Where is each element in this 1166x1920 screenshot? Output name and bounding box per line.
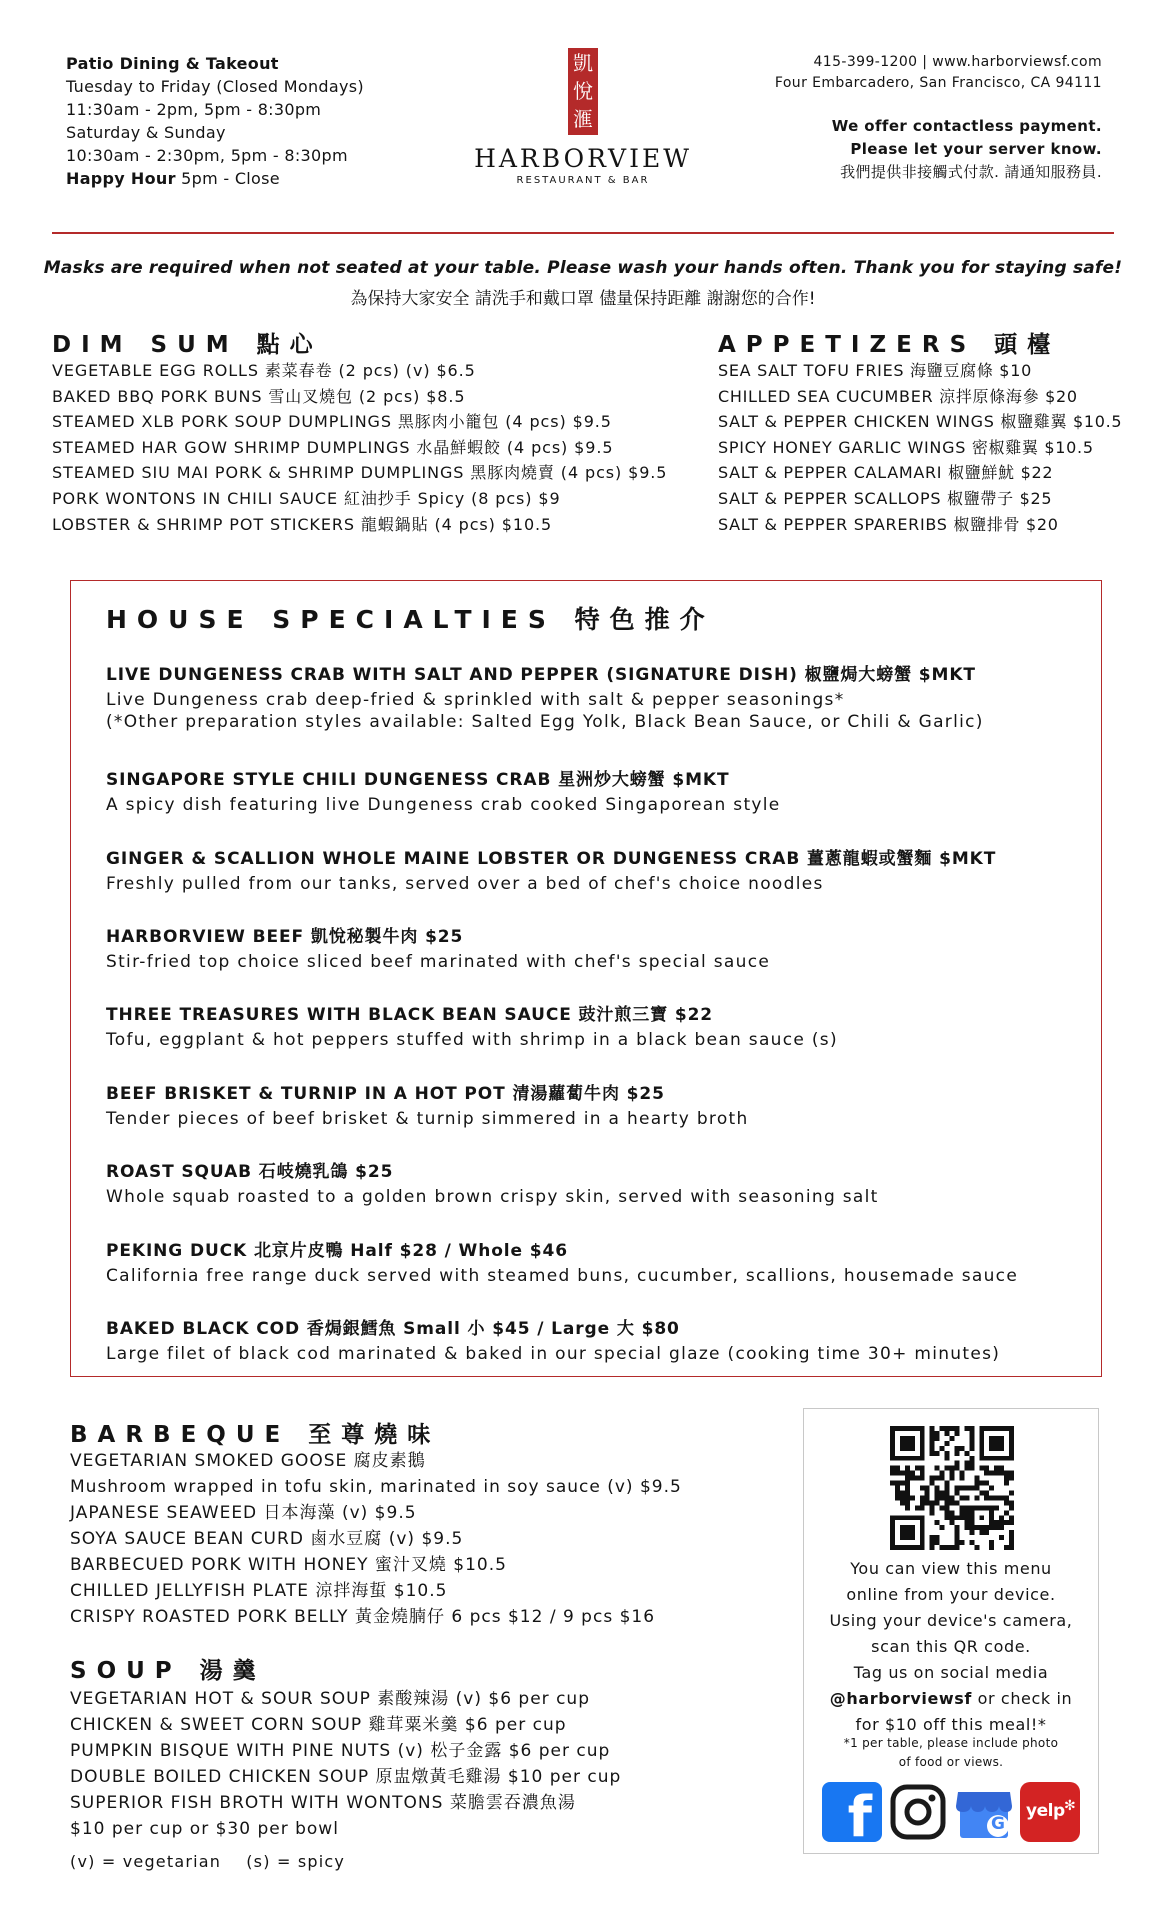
specialty-item bbox=[106, 844, 996, 894]
address: Four Embarcadero, San Francisco, CA 94111 bbox=[774, 75, 1102, 91]
soup-heading: SOUP 湯羹 bbox=[70, 1658, 266, 1684]
hours-line: 11:30am - 2pm, 5pm - 8:30pm bbox=[66, 100, 322, 119]
specialty-description: Live Dungeness crab deep-fried & sprinkled with salt & pepper seasonings* bbox=[106, 690, 845, 710]
barbeque-item: CRISPY ROASTED PORK BELLY 黃金燒腩仔 6 pcs $12 / 9 pcs $16 bbox=[70, 1607, 656, 1627]
happy-hour bbox=[66, 167, 364, 190]
hours-line: Tuesday to Friday (Closed Mondays) bbox=[66, 77, 364, 96]
soup-item: SUPERIOR FISH BROTH WITH WONTONS 菜膽雲吞濃魚湯 bbox=[70, 1793, 576, 1813]
barbeque-item: SOYA SAUCE BEAN CURD 鹵水豆腐 (v) $9.5 bbox=[70, 1529, 464, 1549]
barbeque-list bbox=[70, 1448, 682, 1630]
specialty-description: Large filet of black cod marinated & baked in our special glaze (cooking time 30+ minutes) bbox=[106, 1344, 1001, 1364]
qr-code[interactable] bbox=[890, 1426, 1014, 1550]
payment-line: We offer contactless payment. bbox=[831, 117, 1102, 135]
yelp-burst-icon: ✻ bbox=[1064, 1798, 1076, 1814]
restaurant-logo bbox=[460, 48, 706, 186]
seal-char: 凱 bbox=[573, 51, 593, 75]
google-my-business-icon[interactable] bbox=[954, 1782, 1014, 1842]
facebook-glyph: f bbox=[847, 1785, 872, 1850]
facebook-icon[interactable] bbox=[822, 1782, 882, 1850]
specialty-description: California free range duck served with steamed buns, cucumber, scallions, housemade sauce bbox=[106, 1266, 1019, 1286]
header-divider bbox=[52, 232, 1114, 234]
specialty-item bbox=[106, 1079, 749, 1129]
dim-sum-heading: DIM SUM 點心 bbox=[52, 332, 323, 358]
qr-instructions bbox=[803, 1556, 1099, 1738]
instagram-icon[interactable] bbox=[888, 1782, 948, 1842]
happy-hour-value: 5pm - Close bbox=[181, 169, 280, 188]
specialty-description: Whole squab roasted to a golden brown crispy skin, served with seasoning salt bbox=[106, 1187, 879, 1207]
qr-text-line: You can view this menu bbox=[850, 1559, 1052, 1578]
barbeque-item: Mushroom wrapped in tofu skin, marinated in soy sauce (v) $9.5 bbox=[70, 1477, 682, 1497]
hours-line: Saturday & Sunday bbox=[66, 123, 226, 142]
social-handle[interactable]: @harborviewsf bbox=[829, 1689, 972, 1708]
appetizers-list bbox=[718, 358, 1122, 537]
specialty-description: Tofu, eggplant & hot peppers stuffed with shrimp in a black bean sauce (s) bbox=[106, 1030, 838, 1050]
appetizers-heading: APPETIZERS 頭檯 bbox=[718, 332, 1061, 358]
seal-char: 悅 bbox=[573, 79, 593, 103]
specialty-item bbox=[106, 1236, 1018, 1286]
barbeque-heading: BARBEQUE 至尊燒味 bbox=[70, 1422, 441, 1448]
appetizer-item: SEA SALT TOFU FRIES 海鹽豆腐條 $10 bbox=[718, 361, 1032, 380]
dim-sum-item: BAKED BBQ PORK BUNS 雪山叉燒包 (2 pcs) $8.5 bbox=[52, 386, 466, 406]
fine-print-line: *1 per table, please include photo bbox=[843, 1736, 1059, 1750]
google-glyph: G bbox=[991, 1814, 1005, 1834]
barbeque-item: JAPANESE SEAWEED 日本海藻 (v) $9.5 bbox=[70, 1503, 417, 1523]
qr-text-line: for $10 off this meal!* bbox=[855, 1715, 1047, 1734]
dim-sum-item: STEAMED HAR GOW SHRIMP DUMPLINGS 水晶鮮蝦餃 (4 pcs) $9.5 bbox=[52, 437, 614, 457]
hours-block bbox=[66, 52, 364, 190]
qr-text-line bbox=[803, 1686, 1099, 1712]
legend: (v) = vegetarian (s) = spicy bbox=[70, 1852, 346, 1871]
soup-item: PUMPKIN BISQUE WITH PINE NUTS (v) 松子金露 $6 per cup bbox=[70, 1741, 611, 1761]
specialty-title: SINGAPORE STYLE CHILI DUNGENESS CRAB 星洲炒大螃蟹 $MKT bbox=[106, 770, 730, 790]
soup-list bbox=[70, 1686, 621, 1842]
dim-sum-item: STEAMED SIU MAI PORK & SHRIMP DUMPLINGS 黑豚肉燒賣 (4 pcs) $9.5 bbox=[52, 463, 668, 483]
appetizer-item: SALT & PEPPER SPARERIBS 椒鹽排骨 $20 bbox=[718, 514, 1059, 534]
appetizer-item: SALT & PEPPER SCALLOPS 椒鹽帶子 $25 bbox=[718, 488, 1053, 508]
appetizer-item: SALT & PEPPER CALAMARI 椒鹽鮮魷 $22 bbox=[718, 463, 1054, 483]
instagram-glyph bbox=[888, 1782, 948, 1842]
brand-name: HARBORVIEW bbox=[474, 144, 692, 173]
dim-sum-item: STEAMED XLB PORK SOUP DUMPLINGS 黑豚肉小籠包 (4 pcs) $9.5 bbox=[52, 412, 612, 432]
specialty-title: LIVE DUNGENESS CRAB WITH SALT AND PEPPER (SIGNATURE DISH) 椒鹽焗大螃蟹 $MKT bbox=[106, 665, 976, 685]
hours-heading: Patio Dining & Takeout bbox=[66, 54, 279, 73]
qr-text-line: scan this QR code. bbox=[871, 1637, 1031, 1656]
specialty-item bbox=[106, 1157, 879, 1207]
qr-fine-print bbox=[803, 1734, 1099, 1772]
soup-item: VEGETARIAN HOT & SOUR SOUP 素酸辣湯 (v) $6 per cup bbox=[70, 1689, 590, 1709]
appetizer-item: CHILLED SEA CUCUMBER 涼拌原條海參 $20 bbox=[718, 386, 1078, 406]
specialty-item bbox=[106, 1000, 838, 1050]
dim-sum-item: VEGETABLE EGG ROLLS 素菜春卷 (2 pcs) (v) $6.5 bbox=[52, 361, 476, 380]
specialty-title: BAKED BLACK COD 香焗銀鱈魚 Small 小 $45 / Large 大 $80 bbox=[106, 1319, 680, 1339]
yelp-wordmark: yelp bbox=[1026, 1801, 1065, 1821]
specialty-item bbox=[106, 660, 984, 732]
chinese-seal-logo bbox=[568, 48, 598, 135]
safety-notice: Masks are required when not seated at your table. Please wash your hands often. Thank you for staying safe! bbox=[43, 258, 1123, 278]
appetizer-item: SPICY HONEY GARLIC WINGS 密椒雞翼 $10.5 bbox=[718, 437, 1094, 457]
specialty-item bbox=[106, 765, 781, 815]
specialty-title: THREE TREASURES WITH BLACK BEAN SAUCE 豉汁煎三寶 $22 bbox=[106, 1005, 714, 1025]
specialty-description: Stir-fried top choice sliced beef marinated with chef's special sauce bbox=[106, 952, 771, 972]
seal-char: 滙 bbox=[573, 107, 593, 131]
hours-line: 10:30am - 2:30pm, 5pm - 8:30pm bbox=[66, 146, 348, 165]
barbeque-item: CHILLED JELLYFISH PLATE 涼拌海蜇 $10.5 bbox=[70, 1581, 448, 1601]
specialty-note: (*Other preparation styles available: Salted Egg Yolk, Black Bean Sauce, or Chili & Garlic) bbox=[106, 712, 984, 732]
qr-text-line: Using your device's camera, bbox=[829, 1611, 1073, 1630]
specialty-item bbox=[106, 922, 770, 972]
specialty-title: GINGER & SCALLION WHOLE MAINE LOBSTER OR DUNGENESS CRAB 薑蔥龍蝦或蟹麵 $MKT bbox=[106, 849, 997, 869]
fine-print-line: of food or views. bbox=[898, 1755, 1004, 1769]
brand-subtitle: RESTAURANT & BAR bbox=[516, 175, 650, 186]
contact-block bbox=[775, 52, 1102, 94]
qr-text-fragment: or check in bbox=[971, 1689, 1073, 1708]
soup-item: DOUBLE BOILED CHICKEN SOUP 原盅燉黃毛雞湯 $10 per cup bbox=[70, 1767, 622, 1787]
appetizer-item: SALT & PEPPER CHICKEN WINGS 椒鹽雞翼 $10.5 bbox=[718, 412, 1123, 432]
specialty-description: A spicy dish featuring live Dungeness crab cooked Singaporean style bbox=[106, 795, 781, 815]
barbeque-item: BARBECUED PORK WITH HONEY 蜜汁叉燒 $10.5 bbox=[70, 1555, 507, 1575]
specialty-description: Tender pieces of beef brisket & turnip simmered in a hearty broth bbox=[106, 1109, 749, 1129]
specialty-title: PEKING DUCK 北京片皮鴨 Half $28 / Whole $46 bbox=[106, 1241, 568, 1261]
dim-sum-item: PORK WONTONS IN CHILI SAUCE 紅油抄手 Spicy (8 pcs) $9 bbox=[52, 488, 561, 508]
qr-text-line: online from your device. bbox=[846, 1585, 1056, 1604]
dim-sum-list bbox=[52, 358, 667, 537]
qr-text-line: Tag us on social media bbox=[853, 1663, 1049, 1682]
soup-item: CHICKEN & SWEET CORN SOUP 雞茸粟米羹 $6 per cup bbox=[70, 1715, 567, 1735]
specialty-item bbox=[106, 1314, 1000, 1364]
yelp-icon[interactable] bbox=[1020, 1782, 1080, 1842]
happy-hour-label: Happy Hour bbox=[66, 169, 176, 188]
specialty-description: Freshly pulled from our tanks, served over a bed of chef's choice noodles bbox=[106, 874, 824, 894]
specialty-title: HARBORVIEW BEEF 凱悅秘製牛肉 $25 bbox=[106, 927, 464, 947]
soup-item: $10 per cup or $30 per bowl bbox=[70, 1819, 339, 1839]
dim-sum-item: LOBSTER & SHRIMP POT STICKERS 龍蝦鍋貼 (4 pcs) $10.5 bbox=[52, 514, 553, 534]
specialty-title: ROAST SQUAB 石岐燒乳鴿 $25 bbox=[106, 1162, 394, 1182]
payment-notice bbox=[832, 115, 1102, 184]
payment-line: Please let your server know. bbox=[850, 140, 1102, 158]
barbeque-item: VEGETARIAN SMOKED GOOSE 腐皮素鵝 bbox=[70, 1451, 426, 1471]
safety-notice-zh: 為保持大家安全 請洗手和戴口罩 儘量保持距離 謝謝您的合作! bbox=[350, 289, 816, 309]
payment-line-zh: 我們提供非接觸式付款. 請通知服務員. bbox=[840, 163, 1102, 181]
house-specialties-heading: HOUSE SPECIALTIES 特色推介 bbox=[106, 605, 715, 634]
specialty-title: BEEF BRISKET & TURNIP IN A HOT POT 清湯蘿蔔牛肉 $25 bbox=[106, 1084, 665, 1104]
phone-website: 415-399-1200 | www.harborviewsf.com bbox=[813, 54, 1102, 70]
